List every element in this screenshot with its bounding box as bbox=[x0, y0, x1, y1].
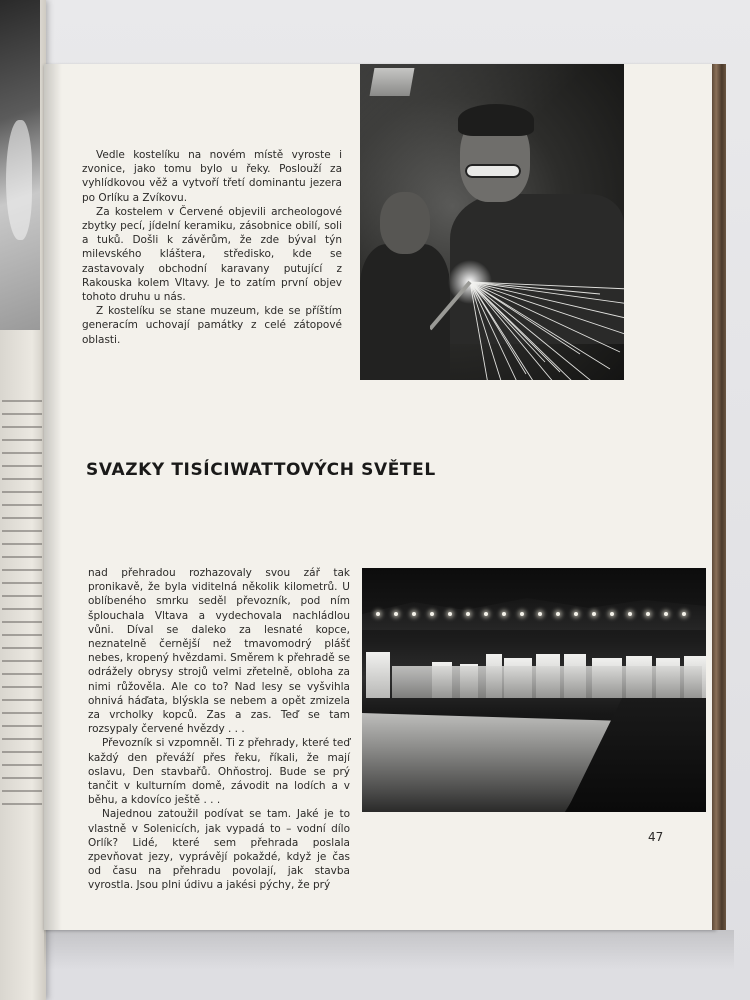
sparks-graphic bbox=[430, 234, 624, 380]
article-column-top bbox=[82, 148, 342, 347]
paragraph: Za kostelem v Červené objevili archeologové zbytky pecí, jídelní keramiku, zásobnice obilí, soli a tuků. Došli k závěrům, že zde býval týn milevského kláštera, středisko, kde se zastavovaly obchodní karavany putující z Rakouska kolem Vltavy. Je to zatím první objev tohoto druhu u nás. bbox=[82, 205, 342, 304]
page-bottom-shadow bbox=[44, 930, 734, 970]
dam-lights bbox=[370, 612, 700, 620]
previous-page-edge bbox=[0, 0, 46, 1000]
paragraph: nad přehradou rozhazovaly svou zář tak pronikavě, že byla viditelná několik kilometrů. U oblíbeného smrku seděl převozník, pod ním šplouchala Vltava a vydechovala nachládlou vůni. Díval se daleko za lesnaté kopce, neznatelně černější než tmavomodrý plášť nebes, kropený hvězdami. Směrem k přehradě se odrážely obrysy strojů velmi zřetelně, obloha za nimi růžověla. Ale co to? Nad lesy se vyšvihla ohnivá háďata, blýskla se nebem a opět zmizela za vrcholky kopců. Zas a zas. Teď se tam rozsypaly červené hvězdy . . . bbox=[88, 567, 350, 736]
section-heading: SVAZKY TISÍCIWATTOVÝCH SVĚTEL bbox=[86, 460, 436, 480]
previous-page-text bbox=[2, 400, 42, 816]
page-stack-edge bbox=[712, 64, 726, 930]
paragraph: Vedle kostelíku na novém místě vyroste i zvonice, jako tomu bylo u řeky. Poslouží za vyhlídkovou věž a vytvoří třetí dominantu jezera po Orlíku a Zvíkovu. bbox=[82, 149, 342, 204]
article-column-bottom bbox=[88, 566, 350, 893]
welder-photo bbox=[360, 64, 624, 380]
paragraph: Najednou zatoužil podívat se tam. Jaké je to vlastně v Solenicích, jak vypadá to – vodní dílo Orlík? Lidé, které sem přehrada poslala zpevňovat jezy, vyprávějí pokaždé, když je čas od času na přehradu povolají, jak stavba vyrostla. Jsou plni údivu a jakési pýchy, že prý bbox=[88, 808, 350, 892]
paragraph: Z kostelíku se stane muzeum, kde se příštím generacím uchovají památky z celé zátopové oblasti. bbox=[82, 305, 342, 346]
page-number: 47 bbox=[648, 830, 664, 844]
dam-at-night-photo bbox=[362, 568, 706, 812]
previous-page-photo bbox=[0, 0, 40, 330]
goggles bbox=[465, 164, 521, 178]
paragraph: Převozník si vzpomněl. Ti z přehrady, které teď každý den převáží přes řeku, říkali, že mají oslavu, Den stavbařů. Ohňostroj. Bude se prý tančit v kulturním domě, závodit na lodích a v běhu, a kdovíco ještě . . . bbox=[88, 737, 350, 807]
page-gutter-shadow bbox=[44, 64, 62, 930]
